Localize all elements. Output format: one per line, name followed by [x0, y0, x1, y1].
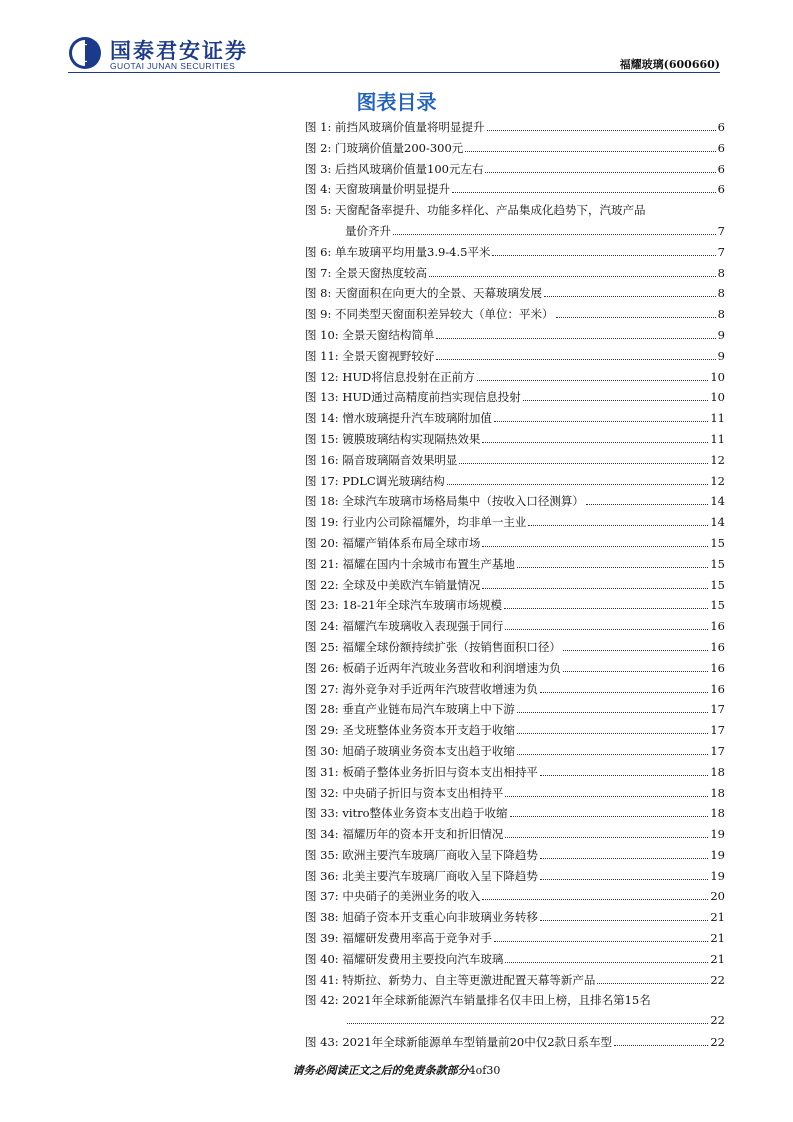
toc-entry-page: 14	[710, 515, 725, 530]
toc-leader-dots	[494, 941, 709, 942]
toc-entry[interactable]	[305, 140, 725, 161]
toc-leader-dots	[540, 858, 709, 859]
toc-leader-dots	[436, 359, 715, 360]
toc-entry[interactable]	[305, 764, 725, 785]
toc-entry[interactable]	[305, 785, 725, 806]
toc-entry-label: 图 8: 天窗面积在向更大的全景、天幕玻璃发展	[305, 286, 542, 301]
toc-leader-dots	[436, 338, 715, 339]
toc-leader-dots	[482, 442, 708, 443]
page-indicator: 4of30	[468, 1064, 501, 1077]
toc-entry-label: 图 10: 全景天窗结构简单	[305, 327, 435, 342]
toc-leader-dots	[477, 380, 709, 381]
toc-entry-label: 图 38: 旭硝子资本开支重心向非玻璃业务转移	[305, 910, 538, 925]
toc-leader-dots	[563, 671, 709, 672]
toc-entry[interactable]	[305, 660, 725, 681]
toc-entry-continuation: 量价齐升	[345, 223, 391, 238]
header-divider	[68, 72, 720, 73]
toc-leader-dots	[586, 504, 709, 505]
toc-entry-label: 图 30: 旭硝子玻璃业务资本支出趋于收缩	[305, 743, 515, 758]
toc-leader-dots	[540, 879, 709, 880]
toc-entry-label: 图 35: 欧洲主要汽车玻璃厂商收入呈下降趋势	[305, 847, 538, 862]
toc-entry-label: 图 41: 特斯拉、新势力、自主等更激进配置天幕等新产品	[305, 972, 596, 987]
toc-entry[interactable]	[305, 244, 725, 265]
toc-leader-dots	[393, 234, 716, 235]
toc-entry[interactable]	[305, 701, 725, 722]
toc-entry[interactable]	[305, 577, 725, 598]
toc-entry[interactable]	[305, 535, 725, 556]
toc-entry[interactable]	[305, 805, 725, 826]
toc-entry[interactable]	[305, 265, 725, 286]
toc-leader-dots	[505, 962, 708, 963]
toc-entry-page: 15	[710, 598, 725, 613]
toc-entry-page: 19	[710, 868, 725, 883]
toc-leader-dots	[487, 130, 716, 131]
toc-leader-dots	[517, 733, 709, 734]
toc-entry[interactable]	[305, 410, 725, 431]
toc-entry-label[interactable]: 图 42: 2021年全球新能源汽车销量排名仅丰田上榜，且排名第15名	[305, 993, 651, 1008]
toc-entry-page: 16	[710, 639, 725, 654]
table-of-figures	[305, 119, 725, 1055]
toc-entry[interactable]	[305, 1013, 725, 1034]
toc-entry-page: 15	[710, 535, 725, 550]
toc-entry-page: 8	[717, 286, 725, 301]
toc-entry-page: 22	[710, 1035, 725, 1050]
toc-entry-label: 图 6: 单车玻璃平均用量3.9-4.5平米	[305, 244, 491, 259]
toc-leader-dots	[459, 463, 708, 464]
toc-entry[interactable]	[305, 285, 725, 306]
toc-entry-page: 12	[710, 473, 725, 488]
toc-entry[interactable]	[305, 618, 725, 639]
brand-name-en: GUOTAI JUNAN SECURITIES	[110, 61, 236, 71]
toc-leader-dots	[494, 421, 709, 422]
toc-heading: 图表目录	[356, 90, 437, 114]
toc-entry-page: 18	[710, 806, 725, 821]
toc-entry[interactable]	[305, 597, 725, 618]
toc-entry-page: 15	[710, 556, 725, 571]
toc-entry-label: 图 28: 垂直产业链布局汽车玻璃上中下游	[305, 702, 515, 717]
toc-leader-dots	[505, 629, 708, 630]
toc-entry[interactable]	[305, 327, 725, 348]
toc-entry-page: 18	[710, 785, 725, 800]
toc-entry[interactable]	[305, 909, 725, 930]
toc-entry-label: 图 19: 行业内公司除福耀外，均非单一主业	[305, 515, 527, 530]
toc-entry-label: 图 40: 福耀研发费用主要投向汽车玻璃	[305, 951, 504, 966]
toc-leader-dots	[528, 525, 708, 526]
toc-entry[interactable]	[305, 930, 725, 951]
toc-entry-label: 图 39: 福耀研发费用率高于竞争对手	[305, 931, 492, 946]
toc-leader-dots	[614, 1045, 708, 1046]
toc-leader-dots	[429, 276, 716, 277]
toc-entry-label: 图 15: 镀膜玻璃结构实现隔热效果	[305, 431, 481, 446]
toc-entry-label: 图 18: 全球汽车玻璃市场格局集中（按收入口径测算）	[305, 494, 584, 509]
toc-leader-dots	[517, 712, 709, 713]
toc-entry[interactable]	[305, 743, 725, 764]
toc-entry-label: 图 32: 中央硝子折旧与资本支出相持平	[305, 785, 504, 800]
toc-entry-page: 16	[710, 681, 725, 696]
toc-leader-dots	[540, 692, 709, 693]
toc-leader-dots	[482, 899, 708, 900]
toc-entry[interactable]	[305, 348, 725, 369]
toc-entry[interactable]	[305, 1034, 725, 1055]
toc-entry-label[interactable]: 图 5: 天窗配备率提升、功能多样化、产品集成化趋势下，汽玻产品	[305, 203, 646, 218]
toc-entry-page: 10	[710, 390, 725, 405]
toc-entry-label: 图 36: 北美主要汽车玻璃厂商收入呈下降趋势	[305, 868, 538, 883]
toc-entry-label: 图 11: 全景天窗视野较好	[305, 348, 435, 363]
toc-entry-label: 图 3: 后挡风玻璃价值量100元左右	[305, 161, 484, 176]
toc-entry[interactable]	[305, 119, 725, 140]
toc-entry-page: 6	[717, 140, 725, 155]
toc-entry[interactable]	[305, 452, 725, 473]
toc-entry-page: 22	[710, 972, 725, 987]
toc-entry-page: 9	[717, 327, 725, 342]
toc-entry-page: 8	[717, 265, 725, 280]
toc-entry-page: 11	[710, 411, 725, 426]
toc-entry-label: 图 17: PDLC调光玻璃结构	[305, 473, 445, 488]
toc-leader-dots	[465, 151, 715, 152]
toc-entry-page: 6	[717, 120, 725, 134]
toc-entry[interactable]	[305, 972, 725, 993]
toc-entry-page: 21	[710, 910, 725, 925]
toc-leader-dots	[447, 484, 709, 485]
disclaimer-text: 请务必阅读正文之后的免责条款部分	[292, 1064, 469, 1077]
toc-leader-dots	[452, 192, 716, 193]
toc-entry[interactable]	[305, 223, 725, 244]
toc-entry-label: 图 27: 海外竞争对手近两年汽玻营收增速为负	[305, 681, 538, 696]
toc-leader-dots	[556, 317, 716, 318]
toc-entry[interactable]	[305, 639, 725, 660]
toc-leader-dots	[523, 400, 709, 401]
toc-entry-page: 17	[710, 743, 725, 758]
toc-entry-label: 图 21: 福耀在国内十余城市布置生产基地	[305, 556, 515, 571]
toc-entry-label: 图 23: 18-21年全球汽车玻璃市场规模	[305, 598, 502, 613]
toc-leader-dots	[482, 588, 708, 589]
toc-leader-dots	[510, 816, 709, 817]
toc-entry-page: 18	[710, 764, 725, 779]
toc-entry-page: 9	[717, 348, 725, 363]
toc-entry-label: 图 13: HUD通过高精度前挡实现信息投射	[305, 390, 521, 405]
toc-entry-label: 图 31: 板硝子整体业务折旧与资本支出相持平	[305, 764, 538, 779]
toc-entry-page: 14	[710, 494, 725, 509]
toc-entry-page: 11	[710, 431, 725, 446]
toc-entry-page: 7	[717, 244, 725, 259]
page-footer	[0, 1062, 793, 1078]
toc-entry-label: 图 12: HUD将信息投射在正前方	[305, 369, 475, 384]
toc-leader-dots	[492, 255, 715, 256]
toc-entry-page: 7	[717, 223, 725, 238]
toc-entry-page: 6	[717, 161, 725, 176]
toc-entry-label: 图 24: 福耀汽车玻璃收入表现强于同行	[305, 619, 504, 634]
toc-entry[interactable]	[305, 389, 725, 410]
toc-leader-dots	[505, 837, 708, 838]
toc-entry[interactable]	[305, 847, 725, 868]
toc-entry-page: 12	[710, 452, 725, 467]
brand-name-cn: 国泰君安证券	[110, 39, 248, 63]
toc-leader-dots	[544, 296, 716, 297]
toc-entry-label: 图 14: 憎水玻璃提升汽车玻璃附加值	[305, 411, 492, 426]
toc-entry-label: 图 26: 板硝子近两年汽玻业务营收和利润增速为负	[305, 660, 561, 675]
toc-entry[interactable]	[305, 868, 725, 889]
toc-entry[interactable]	[305, 369, 725, 390]
toc-entry-page: 19	[710, 847, 725, 862]
toc-leader-dots	[563, 650, 709, 651]
toc-entry[interactable]	[305, 493, 725, 514]
toc-entry-page: 20	[710, 889, 725, 904]
toc-entry[interactable]	[305, 888, 725, 909]
toc-leader-dots	[540, 920, 709, 921]
toc-entry-label: 图 34: 福耀历年的资本开支和折旧情况	[305, 827, 504, 842]
toc-entry[interactable]	[305, 722, 725, 743]
toc-entry-page: 21	[710, 951, 725, 966]
toc-leader-dots	[540, 775, 709, 776]
page-header	[0, 0, 793, 80]
toc-entry-page: 15	[710, 577, 725, 592]
toc-entry[interactable]	[305, 951, 725, 972]
toc-entry-page: 10	[710, 369, 725, 384]
toc-entry-page: 16	[710, 619, 725, 634]
toc-entry-label: 图 33: vitro整体业务资本支出趋于收缩	[305, 806, 508, 821]
toc-entry-label: 图 1: 前挡风玻璃价值量将明显提升	[305, 120, 485, 134]
toc-entry-label: 图 37: 中央硝子的美洲业务的收入	[305, 889, 481, 904]
toc-entry[interactable]	[305, 181, 725, 202]
toc-entry-page: 19	[710, 827, 725, 842]
toc-entry-label: 图 22: 全球及中美欧汽车销量情况	[305, 577, 481, 592]
toc-entry[interactable]	[305, 514, 725, 535]
toc-leader-dots	[504, 608, 708, 609]
toc-entry[interactable]	[305, 826, 725, 847]
toc-leader-dots	[517, 567, 709, 568]
toc-entry-label: 图 2: 门玻璃价值量200-300元	[305, 140, 464, 155]
guotai-junan-logo-icon	[68, 36, 102, 70]
toc-entry[interactable]	[305, 556, 725, 577]
toc-entry-label: 图 4: 天窗玻璃量价明显提升	[305, 182, 451, 197]
toc-entry[interactable]	[305, 473, 725, 494]
toc-leader-dots	[347, 1023, 708, 1024]
toc-leader-dots	[485, 172, 715, 173]
toc-entry-label: 图 9: 不同类型天窗面积差异较大（单位：平米）	[305, 307, 554, 322]
toc-entry-page: 6	[717, 182, 725, 197]
toc-entry-page: 21	[710, 931, 725, 946]
toc-entry-label: 图 20: 福耀产销体系布局全球市场	[305, 535, 481, 550]
toc-entry-page: 22	[710, 1013, 725, 1028]
toc-entry[interactable]	[305, 431, 725, 452]
toc-entry-page: 17	[710, 702, 725, 717]
toc-leader-dots	[482, 546, 708, 547]
toc-entry-label: 图 43: 2021年全球新能源单车型销量前20中仅2款日系车型	[305, 1035, 613, 1050]
toc-entry-label: 图 7: 全景天窗热度较高	[305, 265, 428, 280]
toc-entry-page: 16	[710, 660, 725, 675]
toc-entry[interactable]	[305, 681, 725, 702]
toc-entry-label: 图 25: 福耀全球份额持续扩张（按销售面积口径）	[305, 639, 561, 654]
toc-leader-dots	[597, 983, 708, 984]
toc-entry-page: 8	[717, 307, 725, 322]
toc-entry-label: 图 29: 圣戈班整体业务资本开支趋于收缩	[305, 723, 515, 738]
toc-leader-dots	[505, 796, 708, 797]
toc-entry-page: 17	[710, 723, 725, 738]
toc-leader-dots	[517, 754, 709, 755]
toc-entry-label: 图 16: 隔音玻璃隔音效果明显	[305, 452, 458, 467]
toc-entry[interactable]	[305, 306, 725, 327]
document-title: 福耀玻璃(600660)	[619, 58, 720, 71]
toc-entry[interactable]	[305, 161, 725, 182]
